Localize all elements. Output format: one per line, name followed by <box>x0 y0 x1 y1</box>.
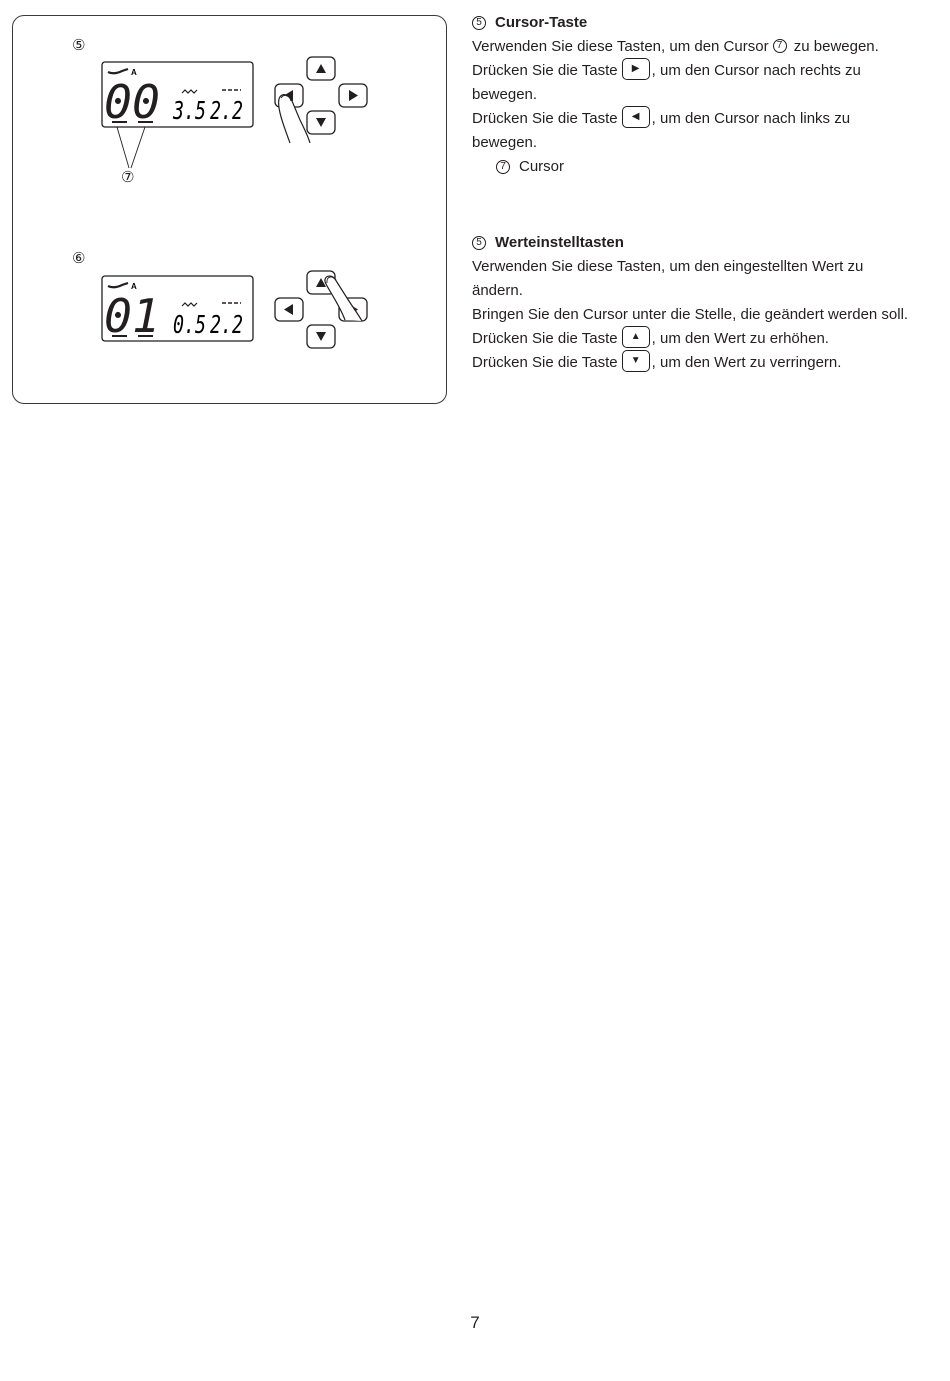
text: zu bewegen. <box>793 38 879 55</box>
text: Drücken Sie die Taste <box>472 330 618 347</box>
item-marker: 5 <box>472 16 486 30</box>
paragraph <box>472 59 912 107</box>
paragraph <box>472 35 912 59</box>
cursor-callout-label: ⑦ <box>121 168 135 186</box>
stitch-width-icon <box>182 90 197 93</box>
section-title: Werteinstelltasten <box>495 234 624 251</box>
text: Drücken Sie die Taste <box>472 110 618 127</box>
pattern-number-top: 00 <box>104 75 160 129</box>
left-arrow-key-icon: ◀ <box>622 106 650 128</box>
text: Drücken Sie die Taste <box>472 62 618 79</box>
presser-foot-icon <box>108 283 128 287</box>
text: Verwenden Sie diese Tasten, um den Cursor <box>472 38 769 55</box>
stitch-width-icon <box>182 303 197 306</box>
pattern-number-bottom: 01 <box>104 289 160 343</box>
up-arrow-key-icon: ▲ <box>622 326 650 348</box>
figure-label-6: ⑥ <box>72 249 86 267</box>
length-value-bottom: 2.2 <box>210 310 243 339</box>
width-value-bottom: 0.5 <box>173 310 206 339</box>
length-value-top: 2.2 <box>210 96 243 125</box>
paragraph: Verwenden Sie diese Tasten, um den eingestellten Wert zu ändern. <box>472 258 864 299</box>
display-illustrations <box>0 0 460 420</box>
mode-indicator: A <box>131 68 137 77</box>
paragraph: Bringen Sie den Cursor unter die Stelle, die geändert werden soll. <box>472 306 909 323</box>
section-value-keys <box>472 231 912 375</box>
legend-label: Cursor <box>519 158 565 175</box>
text: , um den Wert zu erhöhen. <box>651 330 829 347</box>
mode-indicator: A <box>131 282 137 291</box>
lcd-display-bottom <box>102 276 253 343</box>
page-number: 7 <box>470 1313 480 1332</box>
text: , um den Wert zu verringern. <box>651 354 842 371</box>
width-value-top: 3.5 <box>172 96 206 125</box>
value-keys-bottom <box>275 271 367 348</box>
section-heading <box>472 11 912 35</box>
legend-item <box>472 155 912 179</box>
paragraph <box>472 107 912 155</box>
right-arrow-key-icon: ▶ <box>622 58 650 80</box>
figure-label-5: ⑤ <box>72 36 86 54</box>
paragraph <box>472 351 912 375</box>
section-title: Cursor-Taste <box>495 14 588 31</box>
paragraph <box>472 327 912 351</box>
section-heading <box>472 231 912 255</box>
text: , um den Cursor nach rechts zu bewegen. <box>472 62 861 103</box>
lcd-display-top <box>102 62 253 129</box>
down-arrow-key-icon: ▼ <box>622 350 650 372</box>
legend-marker: 7 <box>496 160 510 174</box>
presser-foot-icon <box>108 69 128 73</box>
cursor-keys-top <box>275 57 367 143</box>
item-marker: 5 <box>472 236 486 250</box>
text: Drücken Sie die Taste <box>472 354 618 371</box>
cursor-ref-marker: 7 <box>773 39 787 53</box>
section-cursor-key <box>472 11 912 179</box>
text: , um den Cursor nach links zu bewegen. <box>472 110 851 151</box>
